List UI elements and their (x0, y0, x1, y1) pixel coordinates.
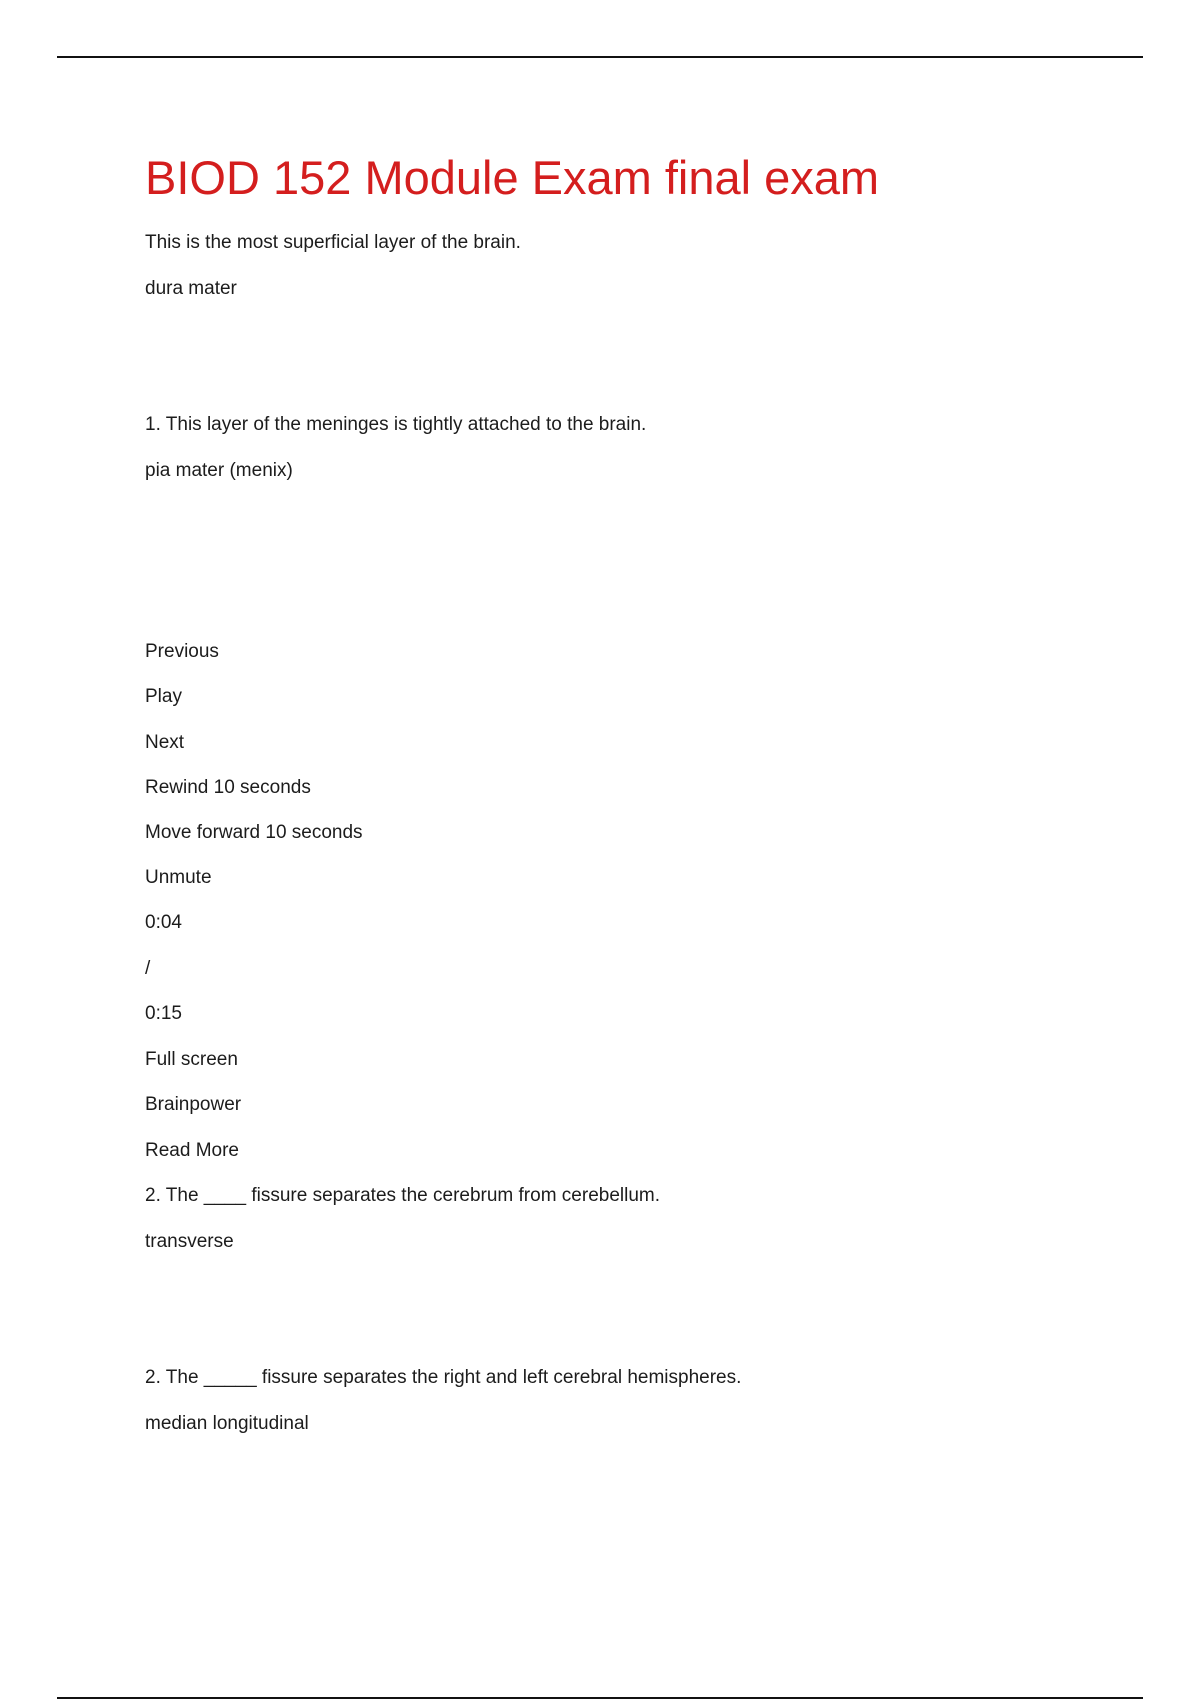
player-duration: 0:15 (145, 1003, 182, 1024)
player-unmute-label: Unmute (145, 867, 212, 888)
question-1: 1. This layer of the meninges is tightly attached to the brain. (145, 414, 647, 435)
player-play-label: Play (145, 686, 182, 707)
player-forward-label: Move forward 10 seconds (145, 822, 363, 843)
player-current-time: 0:04 (145, 912, 182, 933)
question-2: 2. The ____ fissure separates the cerebrum from cerebellum. (145, 1185, 661, 1206)
document-title: BIOD 152 Module Exam final exam (145, 151, 880, 204)
footer-rule (57, 1697, 1143, 1699)
player-rewind-label: Rewind 10 seconds (145, 777, 311, 798)
question-3: 2. The _____ fissure separates the right and left cerebral hemispheres. (145, 1367, 742, 1388)
player-next-label: Next (145, 732, 185, 753)
answer-1: pia mater (menix) (145, 460, 293, 481)
answer-3: median longitudinal (145, 1413, 309, 1434)
answer-2: transverse (145, 1231, 234, 1252)
read-more-label: Read More (145, 1140, 239, 1161)
player-brand-label: Brainpower (145, 1094, 242, 1115)
player-fullscreen-label: Full screen (145, 1049, 238, 1070)
player-time-separator: / (145, 958, 151, 979)
intro-question: This is the most superficial layer of the brain. (145, 232, 521, 253)
player-previous-label: Previous (145, 641, 219, 662)
intro-answer: dura mater (145, 278, 237, 299)
header-rule (57, 56, 1143, 58)
